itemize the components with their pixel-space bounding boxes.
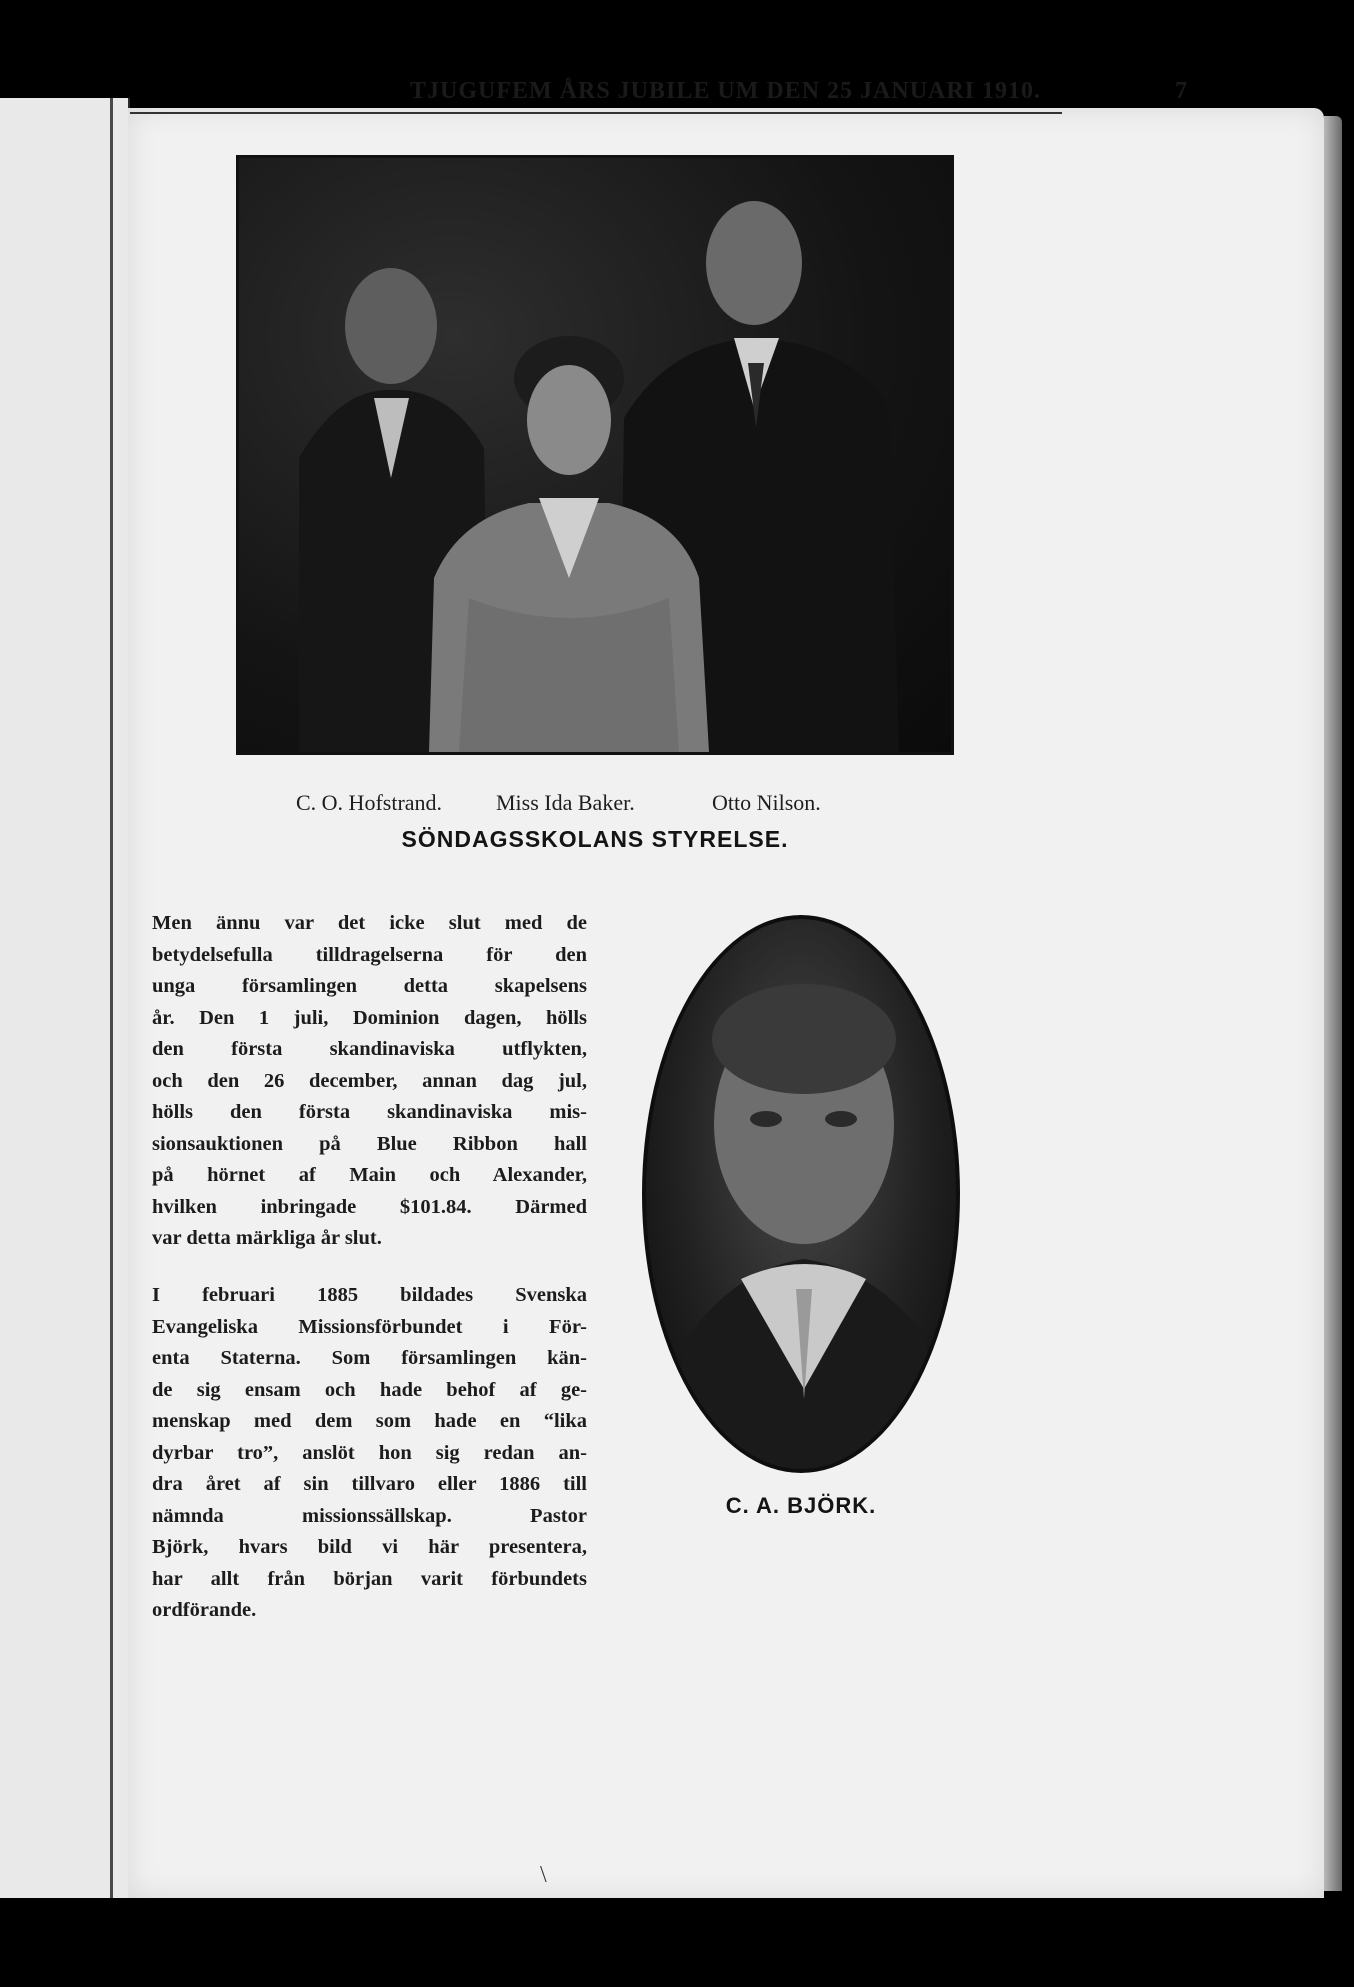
running-head-title: TJUGUFEM ÅRS JUBILE UM DEN 25 JANUARI 1910. [410,78,1042,104]
text-line: hvilken inbringade $101.84. Därmed [152,1195,587,1218]
text-line: dyrbar tro”, anslöt hon sig redan an- [152,1441,587,1464]
text-line: Björk, hvars bild vi här presentera, [152,1536,587,1558]
text-line: betydelsefulla tilldragelserna för den [152,943,587,966]
name-hofstrand: C. O. Hofstrand. [296,790,443,815]
text-line: på hörnet af Main och Alexander, [152,1164,587,1186]
text-line: Evangeliska Missionsförbundet i För- [152,1315,587,1338]
text-line: var detta märkliga år slut. [152,1227,382,1249]
text-line: I februari 1885 bildades Svenska [152,1284,587,1306]
text-line: sionsauktionen på Blue Ribbon hall [152,1132,587,1155]
text-line: unga församlingen detta skapelsens [152,975,587,997]
text-line: den första skandinaviska utflykten, [152,1038,587,1060]
portrait-caption: C. A. BJÖRK. [725,1493,877,1518]
group-photo-names [236,790,954,820]
name-nilson: Otto Nilson. [712,790,821,815]
group-photo [236,155,954,755]
header-rule [130,112,1062,114]
text-line: de sig ensam och hade behof af ge- [152,1378,587,1401]
text-line: har allt från början varit förbundets [152,1567,587,1590]
portrait-photo [642,915,960,1473]
text-line: menskap med dem som hade en “lika [152,1410,587,1432]
text-line: nämnda missionssällskap. Pastor [152,1504,587,1527]
scan-speck: \ [540,1862,547,1888]
group-photo-heading: SÖNDAGSSKOLANS STYRELSE. [401,826,789,852]
left-page-edge [0,98,130,1898]
page-edge-shadow [1324,116,1342,1891]
page-number: 7 [1175,78,1187,104]
text-line: enta Staterna. Som församlingen kän- [152,1347,587,1369]
name-baker: Miss Ida Baker. [496,790,635,815]
text-line: år. Den 1 juli, Dominion dagen, hölls [152,1006,587,1029]
text-line: Men ännu var det icke slut med de [152,912,587,934]
paragraph-1 [152,908,587,1255]
binding-line [110,98,113,1898]
text-line: och den 26 december, annan dag jul, [152,1069,587,1092]
text-line: dra året af sin tillvaro eller 1886 till [152,1473,587,1495]
paragraph-2 [152,1280,587,1627]
text-line: hölls den första skandinaviska mis- [152,1101,587,1123]
text-line: ordförande. [152,1599,257,1621]
